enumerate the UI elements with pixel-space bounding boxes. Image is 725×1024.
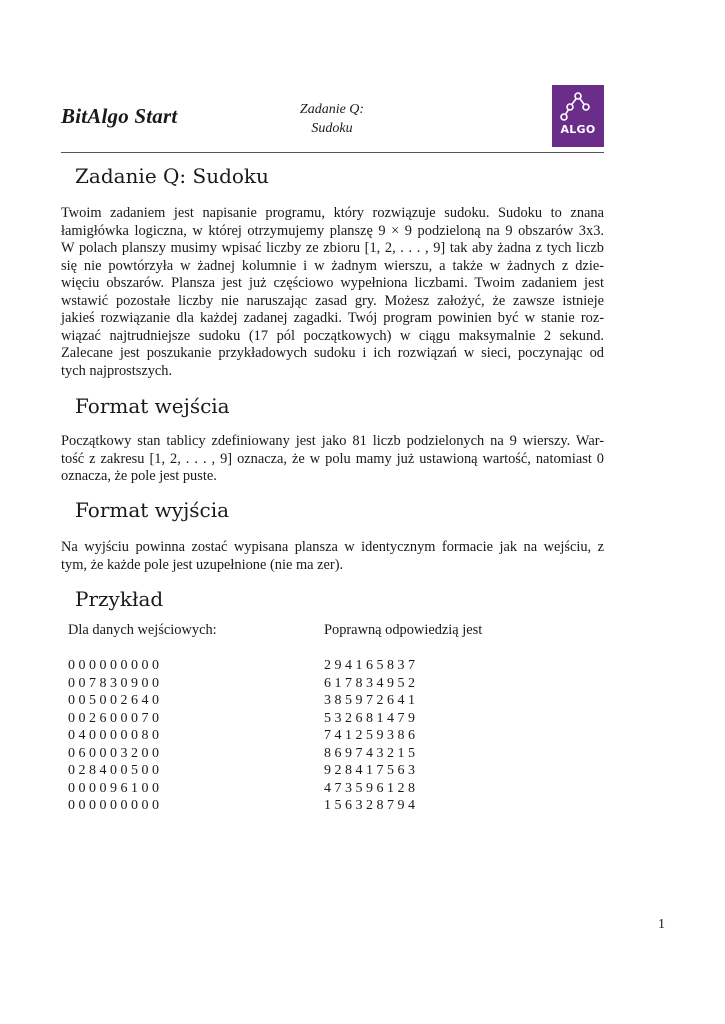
output-grid-row: 9 2 8 4 1 7 5 6 3 (324, 763, 415, 778)
intro-line: łamigłówka logiczna, w której otrzymujemy planszę 9 × 9 podzieloną na 9 obszarów 3x3. (61, 222, 604, 239)
input-format-line: tość z zakresu [1, 2, . . . , 9] oznacza, że w polu mamy już ustawioną wartość, natomiast 0 (61, 450, 604, 467)
input-grid-row: 0 2 8 4 0 0 5 0 0 (68, 763, 159, 778)
input-format-paragraph (61, 433, 604, 486)
header-task-line2: Sudoku (311, 121, 353, 136)
output-grid-row: 5 3 2 6 8 1 4 7 9 (324, 710, 415, 726)
output-grid-row: 8 6 9 7 4 3 2 1 5 (324, 745, 415, 761)
intro-line: Zalecane jest poszukanie przykładowych sudoku i ich rozwiązań w sieci, poczynając od (61, 345, 604, 361)
input-format-line: oznacza, że pole jest puste. (61, 468, 217, 484)
intro-line: wstawić pozostałe liczby nie naruszając zasad gry. Możesz założyć, że zawsze istnieje (61, 292, 604, 309)
header-task-label (282, 100, 382, 138)
input-grid-row: 0 0 2 6 0 0 0 7 0 (68, 710, 159, 726)
output-grid-row: 1 5 6 3 2 8 7 9 4 (324, 798, 415, 813)
network-icon (552, 85, 604, 125)
page-title: Zadanie Q: Sudoku (75, 164, 269, 188)
intro-line: Twoim zadaniem jest napisanie programu, który rozwiązuje sudoku. Sudoku to znana (61, 205, 604, 221)
output-grid-row: 3 8 5 9 7 2 6 4 1 (324, 693, 415, 708)
intro-line: więciu obszarów. Plansza jest już częściowo wypełniona liczbami. Twoim zadaniem jest (61, 275, 604, 291)
intro-paragraph (61, 205, 604, 380)
input-grid-row: 0 0 7 8 3 0 9 0 0 (68, 675, 159, 691)
example-output-label: Poprawną odpowiedzią jest (324, 622, 483, 638)
algo-logo (552, 85, 604, 147)
intro-line: jakieś rozwiązanie dla każdej zadanej zagadki. Twój program powinien być w stanie roz- (61, 310, 604, 326)
output-format-paragraph (61, 539, 604, 574)
example-output-grid (324, 657, 415, 815)
header-task-line1: Zadanie Q: (299, 102, 365, 117)
output-format-heading: Format wyjścia (75, 498, 230, 522)
example-input-grid (68, 657, 159, 815)
input-grid-row: 0 4 0 0 0 0 0 8 0 (68, 728, 159, 743)
input-grid-row: 0 0 0 0 0 0 0 0 0 (68, 658, 159, 673)
example-heading: Przykład (75, 587, 164, 611)
logo-text: ALGO (560, 123, 596, 136)
output-format-line: Na wyjściu powinna zostać wypisana plansza w identycznym formacie jak na wejściu, z (61, 539, 604, 555)
intro-line: W polach planszy musimy wpisać liczby ze zbioru [1, 2, . . . , 9] tak aby żadna z tych liczb (61, 240, 604, 256)
example-input-label: Dla danych wejściowych: (68, 622, 217, 638)
output-format-line: tym, że każde pole jest uzupełnione (nie ma zer). (61, 556, 344, 573)
page-number: 1 (658, 917, 665, 932)
input-grid-row: 0 0 0 0 9 6 1 0 0 (68, 780, 159, 796)
output-grid-row: 2 9 4 1 6 5 8 3 7 (324, 658, 415, 673)
input-grid-row: 0 6 0 0 0 3 2 0 0 (68, 745, 159, 761)
input-format-line: Początkowy stan tablicy zdefiniowany jest jako 81 liczb podzielonych na 9 wierszy. War- (61, 433, 604, 449)
output-grid-row: 6 1 7 8 3 4 9 5 2 (324, 675, 415, 691)
header-brand: BitAlgo Start (61, 104, 178, 128)
output-grid-row: 4 7 3 5 9 6 1 2 8 (324, 780, 415, 796)
input-format-heading: Format wejścia (75, 394, 230, 418)
header-divider (61, 152, 604, 153)
output-grid-row: 7 4 1 2 5 9 3 8 6 (324, 728, 415, 743)
intro-line: tych najprostszych. (61, 362, 173, 379)
input-grid-row: 0 0 0 0 0 0 0 0 0 (68, 798, 159, 813)
intro-line: wiązać najtrudniejsze sudoku (17 pól początkowych) w ciągu maksymalnie 2 sekund. (61, 327, 604, 344)
intro-line: się nie powtórzyła w żadnej kolumnie i w żadnym wierszu, a także w żadnych z dzie- (61, 257, 604, 274)
input-grid-row: 0 0 5 0 0 2 6 4 0 (68, 693, 159, 708)
